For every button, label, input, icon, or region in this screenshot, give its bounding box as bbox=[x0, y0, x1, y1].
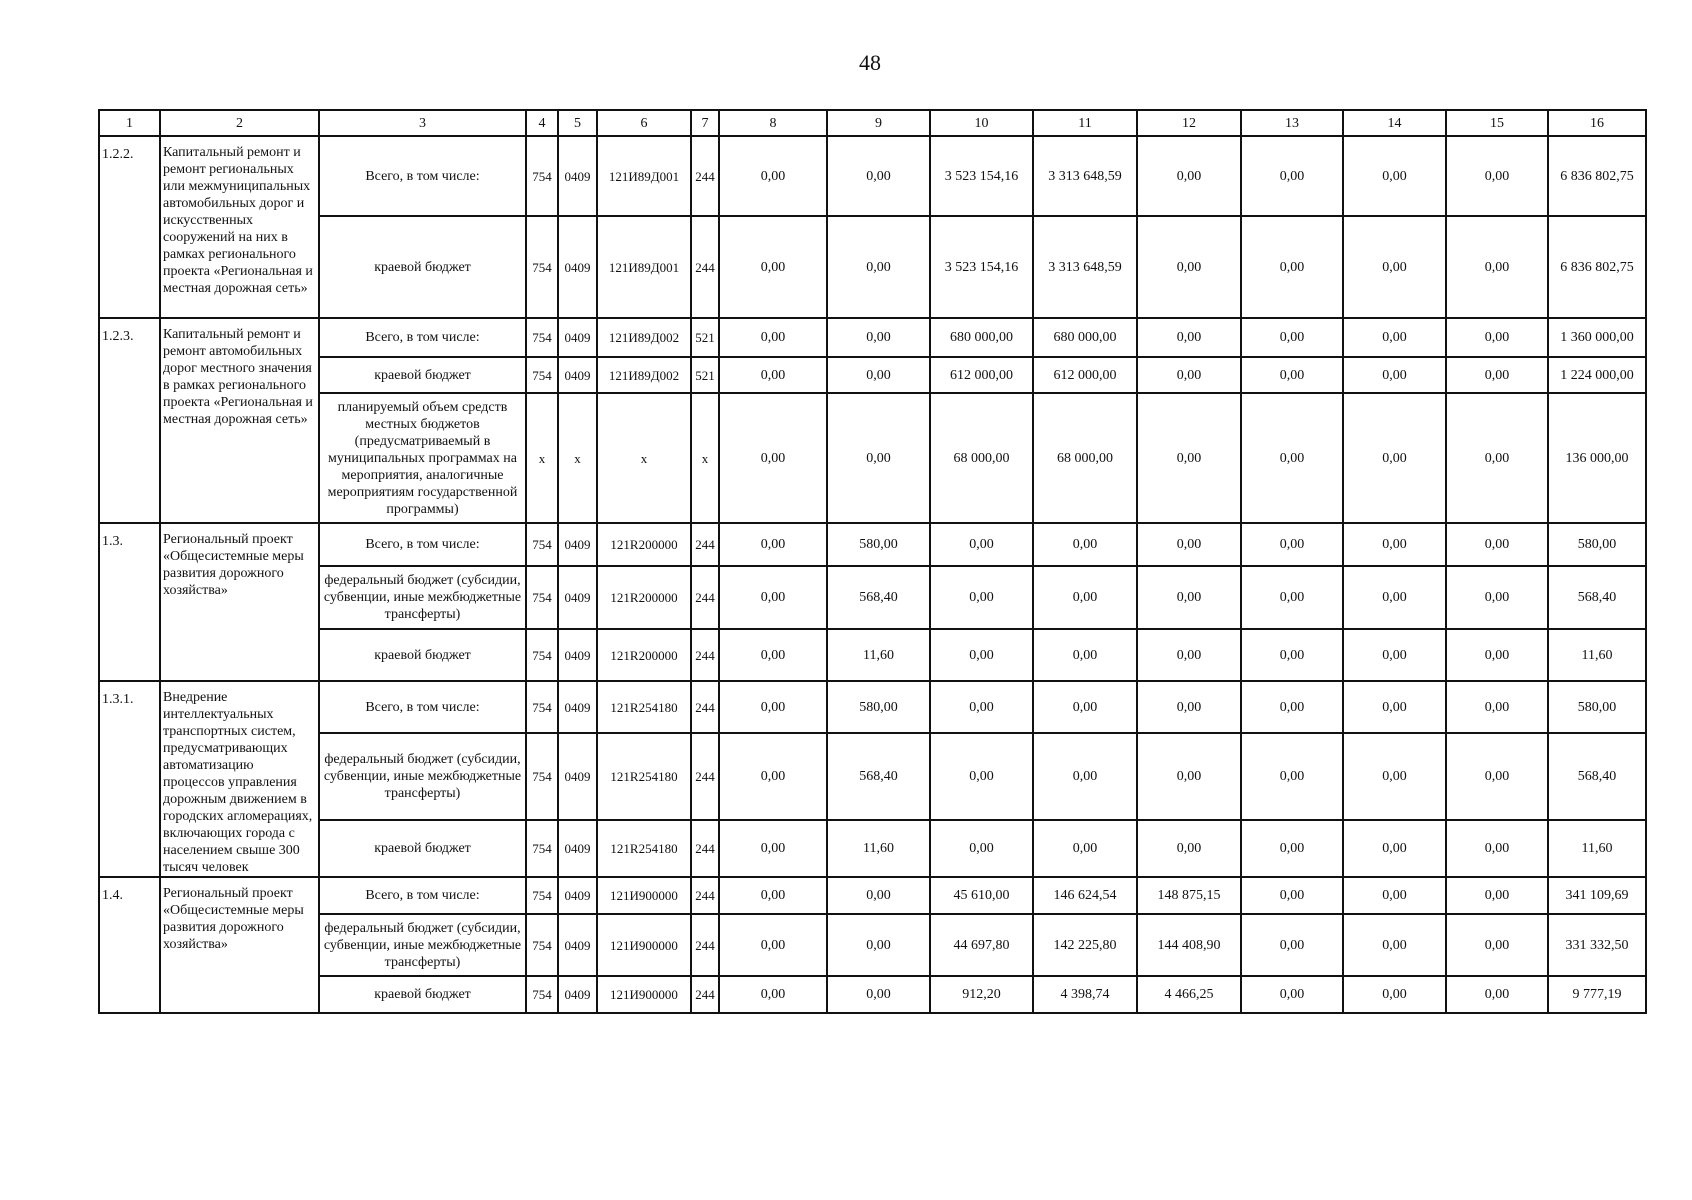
cell-col-4: 754 bbox=[526, 914, 558, 976]
cell-col-11: 680 000,00 bbox=[1033, 318, 1137, 357]
cell-col-9: 568,40 bbox=[827, 566, 930, 629]
header-cell: 16 bbox=[1548, 110, 1646, 136]
header-cell: 2 bbox=[160, 110, 319, 136]
cell-col-10: 0,00 bbox=[930, 820, 1033, 877]
cell-col-15: 0,00 bbox=[1446, 216, 1548, 318]
cell-col-6: х bbox=[597, 393, 691, 523]
table-row bbox=[99, 393, 1646, 523]
cell-col-11: 0,00 bbox=[1033, 566, 1137, 629]
table-row bbox=[99, 733, 1646, 819]
cell-col-8: 0,00 bbox=[719, 976, 827, 1013]
cell-col-10: 68 000,00 bbox=[930, 393, 1033, 523]
cell-col-9: 11,60 bbox=[827, 629, 930, 681]
cell-col-7: 244 bbox=[691, 976, 719, 1013]
header-cell: 13 bbox=[1241, 110, 1343, 136]
cell-col-10: 0,00 bbox=[930, 629, 1033, 681]
cell-col-11: 68 000,00 bbox=[1033, 393, 1137, 523]
cell-col-13: 0,00 bbox=[1241, 733, 1343, 819]
cell-col-10: 912,20 bbox=[930, 976, 1033, 1013]
cell-col-7: 244 bbox=[691, 566, 719, 629]
cell-col-14: 0,00 bbox=[1343, 523, 1446, 566]
header-cell: 3 bbox=[319, 110, 526, 136]
cell-col-8: 0,00 bbox=[719, 820, 827, 877]
cell-col-7: 521 bbox=[691, 357, 719, 393]
cell-col-7: 244 bbox=[691, 523, 719, 566]
cell-col-12: 0,00 bbox=[1137, 566, 1241, 629]
cell-col-12: 0,00 bbox=[1137, 523, 1241, 566]
header-cell: 4 bbox=[526, 110, 558, 136]
cell-col-10: 0,00 bbox=[930, 566, 1033, 629]
cell-col-5: 0409 bbox=[558, 629, 597, 681]
item-name: Внедрение интеллектуальных транспортных систем, предусматривающих автоматизацию процессов управления дорожным движением в городских агломерациях, включающих города с населением свыше 300 тысяч человек bbox=[160, 681, 319, 877]
cell-col-9: 580,00 bbox=[827, 523, 930, 566]
cell-col-9: 0,00 bbox=[827, 393, 930, 523]
item-name: Региональный проект «Общесистемные меры развития дорожного хозяйства» bbox=[160, 523, 319, 681]
cell-col-4: 754 bbox=[526, 136, 558, 216]
cell-col-16: 341 109,69 bbox=[1548, 877, 1646, 914]
table-row bbox=[99, 820, 1646, 877]
cell-col-8: 0,00 bbox=[719, 136, 827, 216]
cell-col-14: 0,00 bbox=[1343, 393, 1446, 523]
cell-col-14: 0,00 bbox=[1343, 566, 1446, 629]
funding-source: Всего, в том числе: bbox=[319, 523, 526, 566]
cell-col-11: 0,00 bbox=[1033, 523, 1137, 566]
cell-col-5: 0409 bbox=[558, 357, 597, 393]
cell-col-15: 0,00 bbox=[1446, 820, 1548, 877]
funding-source: федеральный бюджет (субсидии, субвенции, иные межбюджетные трансферты) bbox=[319, 566, 526, 629]
cell-col-16: 331 332,50 bbox=[1548, 914, 1646, 976]
cell-col-8: 0,00 bbox=[719, 733, 827, 819]
cell-col-9: 568,40 bbox=[827, 733, 930, 819]
cell-col-13: 0,00 bbox=[1241, 820, 1343, 877]
funding-source: краевой бюджет bbox=[319, 216, 526, 318]
cell-col-11: 4 398,74 bbox=[1033, 976, 1137, 1013]
cell-col-4: 754 bbox=[526, 877, 558, 914]
funding-source: краевой бюджет bbox=[319, 820, 526, 877]
cell-col-15: 0,00 bbox=[1446, 976, 1548, 1013]
cell-col-5: 0409 bbox=[558, 566, 597, 629]
cell-col-13: 0,00 bbox=[1241, 318, 1343, 357]
cell-col-13: 0,00 bbox=[1241, 976, 1343, 1013]
item-name: Капитальный ремонт и ремонт автомобильных дорог местного значения в рамках регионального проекта «Региональная и местная дорожная сеть» bbox=[160, 318, 319, 523]
cell-col-15: 0,00 bbox=[1446, 566, 1548, 629]
funding-source: планируемый объем средств местных бюджетов (предусматриваемый в муниципальных программах на мероприятия, аналогичные мероприятиям государственной программы) bbox=[319, 393, 526, 523]
cell-col-16: 11,60 bbox=[1548, 629, 1646, 681]
cell-col-5: 0409 bbox=[558, 318, 597, 357]
cell-col-6: 121И900000 bbox=[597, 877, 691, 914]
funding-source: Всего, в том числе: bbox=[319, 877, 526, 914]
header-cell: 12 bbox=[1137, 110, 1241, 136]
cell-col-7: х bbox=[691, 393, 719, 523]
cell-col-12: 0,00 bbox=[1137, 357, 1241, 393]
funding-source: краевой бюджет bbox=[319, 629, 526, 681]
cell-col-15: 0,00 bbox=[1446, 357, 1548, 393]
cell-col-12: 0,00 bbox=[1137, 629, 1241, 681]
cell-col-14: 0,00 bbox=[1343, 318, 1446, 357]
cell-col-7: 244 bbox=[691, 877, 719, 914]
cell-col-11: 3 313 648,59 bbox=[1033, 136, 1137, 216]
funding-source: Всего, в том числе: bbox=[319, 681, 526, 733]
cell-col-7: 244 bbox=[691, 216, 719, 318]
cell-col-16: 1 224 000,00 bbox=[1548, 357, 1646, 393]
cell-col-13: 0,00 bbox=[1241, 523, 1343, 566]
cell-col-12: 0,00 bbox=[1137, 820, 1241, 877]
cell-col-5: 0409 bbox=[558, 681, 597, 733]
cell-col-4: 754 bbox=[526, 566, 558, 629]
cell-col-11: 146 624,54 bbox=[1033, 877, 1137, 914]
cell-col-5: 0409 bbox=[558, 216, 597, 318]
item-code: 1.3. bbox=[99, 523, 160, 681]
cell-col-11: 142 225,80 bbox=[1033, 914, 1137, 976]
cell-col-11: 612 000,00 bbox=[1033, 357, 1137, 393]
cell-col-8: 0,00 bbox=[719, 629, 827, 681]
cell-col-7: 244 bbox=[691, 733, 719, 819]
cell-col-12: 0,00 bbox=[1137, 318, 1241, 357]
cell-col-12: 0,00 bbox=[1137, 681, 1241, 733]
cell-col-12: 0,00 bbox=[1137, 216, 1241, 318]
cell-col-5: 0409 bbox=[558, 976, 597, 1013]
table-row bbox=[99, 877, 1646, 914]
cell-col-4: 754 bbox=[526, 733, 558, 819]
funding-source: Всего, в том числе: bbox=[319, 136, 526, 216]
item-code: 1.2.3. bbox=[99, 318, 160, 523]
cell-col-6: 121R254180 bbox=[597, 681, 691, 733]
header-cell: 1 bbox=[99, 110, 160, 136]
cell-col-14: 0,00 bbox=[1343, 357, 1446, 393]
cell-col-9: 0,00 bbox=[827, 877, 930, 914]
cell-col-13: 0,00 bbox=[1241, 393, 1343, 523]
page-number: 48 bbox=[859, 50, 881, 75]
cell-col-7: 244 bbox=[691, 820, 719, 877]
cell-col-8: 0,00 bbox=[719, 566, 827, 629]
header-cell: 11 bbox=[1033, 110, 1137, 136]
cell-col-16: 9 777,19 bbox=[1548, 976, 1646, 1013]
item-name: Региональный проект «Общесистемные меры развития дорожного хозяйства» bbox=[160, 877, 319, 1013]
table-row bbox=[99, 216, 1646, 318]
cell-col-14: 0,00 bbox=[1343, 914, 1446, 976]
cell-col-6: 121R254180 bbox=[597, 820, 691, 877]
cell-col-16: 6 836 802,75 bbox=[1548, 136, 1646, 216]
cell-col-10: 0,00 bbox=[930, 733, 1033, 819]
cell-col-16: 6 836 802,75 bbox=[1548, 216, 1646, 318]
cell-col-15: 0,00 bbox=[1446, 523, 1548, 566]
item-code: 1.4. bbox=[99, 877, 160, 1013]
cell-col-14: 0,00 bbox=[1343, 629, 1446, 681]
cell-col-15: 0,00 bbox=[1446, 136, 1548, 216]
cell-col-6: 121R200000 bbox=[597, 566, 691, 629]
header-cell: 5 bbox=[558, 110, 597, 136]
cell-col-10: 3 523 154,16 bbox=[930, 216, 1033, 318]
cell-col-6: 121И89Д002 bbox=[597, 318, 691, 357]
cell-col-5: 0409 bbox=[558, 914, 597, 976]
cell-col-4: 754 bbox=[526, 629, 558, 681]
cell-col-10: 680 000,00 bbox=[930, 318, 1033, 357]
header-cell: 14 bbox=[1343, 110, 1446, 136]
cell-col-8: 0,00 bbox=[719, 523, 827, 566]
header-cell: 9 bbox=[827, 110, 930, 136]
cell-col-6: 121R254180 bbox=[597, 733, 691, 819]
table-row bbox=[99, 914, 1646, 976]
cell-col-4: 754 bbox=[526, 357, 558, 393]
header-cell: 7 bbox=[691, 110, 719, 136]
cell-col-14: 0,00 bbox=[1343, 136, 1446, 216]
cell-col-15: 0,00 bbox=[1446, 914, 1548, 976]
cell-col-16: 568,40 bbox=[1548, 733, 1646, 819]
cell-col-13: 0,00 bbox=[1241, 629, 1343, 681]
item-code: 1.3.1. bbox=[99, 681, 160, 877]
cell-col-8: 0,00 bbox=[719, 681, 827, 733]
cell-col-10: 612 000,00 bbox=[930, 357, 1033, 393]
cell-col-14: 0,00 bbox=[1343, 733, 1446, 819]
cell-col-15: 0,00 bbox=[1446, 629, 1548, 681]
cell-col-13: 0,00 bbox=[1241, 877, 1343, 914]
cell-col-6: 121R200000 bbox=[597, 629, 691, 681]
cell-col-15: 0,00 bbox=[1446, 877, 1548, 914]
cell-col-12: 0,00 bbox=[1137, 136, 1241, 216]
table-row bbox=[99, 318, 1646, 357]
cell-col-8: 0,00 bbox=[719, 914, 827, 976]
cell-col-8: 0,00 bbox=[719, 877, 827, 914]
cell-col-11: 3 313 648,59 bbox=[1033, 216, 1137, 318]
cell-col-7: 521 bbox=[691, 318, 719, 357]
cell-col-13: 0,00 bbox=[1241, 136, 1343, 216]
cell-col-7: 244 bbox=[691, 681, 719, 733]
cell-col-4: 754 bbox=[526, 318, 558, 357]
cell-col-15: 0,00 bbox=[1446, 318, 1548, 357]
cell-col-7: 244 bbox=[691, 914, 719, 976]
cell-col-5: х bbox=[558, 393, 597, 523]
table-row bbox=[99, 523, 1646, 566]
cell-col-8: 0,00 bbox=[719, 393, 827, 523]
funding-source: Всего, в том числе: bbox=[319, 318, 526, 357]
cell-col-4: 754 bbox=[526, 681, 558, 733]
table-row bbox=[99, 357, 1646, 393]
cell-col-6: 121И900000 bbox=[597, 914, 691, 976]
cell-col-16: 568,40 bbox=[1548, 566, 1646, 629]
cell-col-16: 580,00 bbox=[1548, 523, 1646, 566]
cell-col-14: 0,00 bbox=[1343, 681, 1446, 733]
item-code: 1.2.2. bbox=[99, 136, 160, 318]
cell-col-10: 3 523 154,16 bbox=[930, 136, 1033, 216]
cell-col-4: 754 bbox=[526, 216, 558, 318]
header-cell: 8 bbox=[719, 110, 827, 136]
header-cell: 10 bbox=[930, 110, 1033, 136]
cell-col-6: 121И89Д002 bbox=[597, 357, 691, 393]
table-row bbox=[99, 976, 1646, 1013]
header-cell: 6 bbox=[597, 110, 691, 136]
cell-col-15: 0,00 bbox=[1446, 393, 1548, 523]
cell-col-15: 0,00 bbox=[1446, 681, 1548, 733]
table-row bbox=[99, 566, 1646, 629]
cell-col-5: 0409 bbox=[558, 136, 597, 216]
cell-col-11: 0,00 bbox=[1033, 820, 1137, 877]
funding-source: краевой бюджет bbox=[319, 976, 526, 1013]
cell-col-9: 0,00 bbox=[827, 976, 930, 1013]
table-row bbox=[99, 681, 1646, 733]
funding-source: федеральный бюджет (субсидии, субвенции, иные межбюджетные трансферты) bbox=[319, 733, 526, 819]
cell-col-10: 45 610,00 bbox=[930, 877, 1033, 914]
cell-col-16: 136 000,00 bbox=[1548, 393, 1646, 523]
cell-col-13: 0,00 bbox=[1241, 914, 1343, 976]
cell-col-6: 121И900000 bbox=[597, 976, 691, 1013]
cell-col-12: 4 466,25 bbox=[1137, 976, 1241, 1013]
cell-col-16: 1 360 000,00 bbox=[1548, 318, 1646, 357]
cell-col-9: 580,00 bbox=[827, 681, 930, 733]
cell-col-6: 121R200000 bbox=[597, 523, 691, 566]
cell-col-5: 0409 bbox=[558, 820, 597, 877]
cell-col-6: 121И89Д001 bbox=[597, 136, 691, 216]
cell-col-7: 244 bbox=[691, 629, 719, 681]
cell-col-8: 0,00 bbox=[719, 318, 827, 357]
cell-col-6: 121И89Д001 bbox=[597, 216, 691, 318]
cell-col-13: 0,00 bbox=[1241, 566, 1343, 629]
cell-col-5: 0409 bbox=[558, 733, 597, 819]
cell-col-5: 0409 bbox=[558, 877, 597, 914]
cell-col-13: 0,00 bbox=[1241, 216, 1343, 318]
cell-col-9: 0,00 bbox=[827, 216, 930, 318]
cell-col-7: 244 bbox=[691, 136, 719, 216]
cell-col-14: 0,00 bbox=[1343, 216, 1446, 318]
cell-col-10: 0,00 bbox=[930, 681, 1033, 733]
cell-col-5: 0409 bbox=[558, 523, 597, 566]
cell-col-4: 754 bbox=[526, 976, 558, 1013]
cell-col-9: 0,00 bbox=[827, 357, 930, 393]
cell-col-10: 0,00 bbox=[930, 523, 1033, 566]
cell-col-14: 0,00 bbox=[1343, 877, 1446, 914]
cell-col-4: 754 bbox=[526, 523, 558, 566]
table-row bbox=[99, 136, 1646, 216]
cell-col-9: 11,60 bbox=[827, 820, 930, 877]
cell-col-11: 0,00 bbox=[1033, 681, 1137, 733]
cell-col-8: 0,00 bbox=[719, 216, 827, 318]
cell-col-12: 0,00 bbox=[1137, 393, 1241, 523]
table-row bbox=[99, 629, 1646, 681]
cell-col-9: 0,00 bbox=[827, 318, 930, 357]
cell-col-10: 44 697,80 bbox=[930, 914, 1033, 976]
funding-source: краевой бюджет bbox=[319, 357, 526, 393]
cell-col-14: 0,00 bbox=[1343, 976, 1446, 1013]
cell-col-4: 754 bbox=[526, 820, 558, 877]
cell-col-16: 11,60 bbox=[1548, 820, 1646, 877]
cell-col-9: 0,00 bbox=[827, 914, 930, 976]
item-name: Капитальный ремонт и ремонт региональных или межмуниципальных автомобильных дорог и искусственных сооружений на них в рамках регионального проекта «Региональная и местная дорожная сеть» bbox=[160, 136, 319, 318]
funding-source: федеральный бюджет (субсидии, субвенции, иные межбюджетные трансферты) bbox=[319, 914, 526, 976]
budget-table bbox=[98, 109, 1647, 1014]
cell-col-13: 0,00 bbox=[1241, 357, 1343, 393]
cell-col-16: 580,00 bbox=[1548, 681, 1646, 733]
cell-col-15: 0,00 bbox=[1446, 733, 1548, 819]
cell-col-11: 0,00 bbox=[1033, 733, 1137, 819]
cell-col-4: х bbox=[526, 393, 558, 523]
header-row bbox=[99, 110, 1646, 136]
cell-col-14: 0,00 bbox=[1343, 820, 1446, 877]
cell-col-12: 148 875,15 bbox=[1137, 877, 1241, 914]
cell-col-12: 0,00 bbox=[1137, 733, 1241, 819]
header-cell: 15 bbox=[1446, 110, 1548, 136]
cell-col-9: 0,00 bbox=[827, 136, 930, 216]
cell-col-13: 0,00 bbox=[1241, 681, 1343, 733]
cell-col-12: 144 408,90 bbox=[1137, 914, 1241, 976]
cell-col-11: 0,00 bbox=[1033, 629, 1137, 681]
cell-col-8: 0,00 bbox=[719, 357, 827, 393]
